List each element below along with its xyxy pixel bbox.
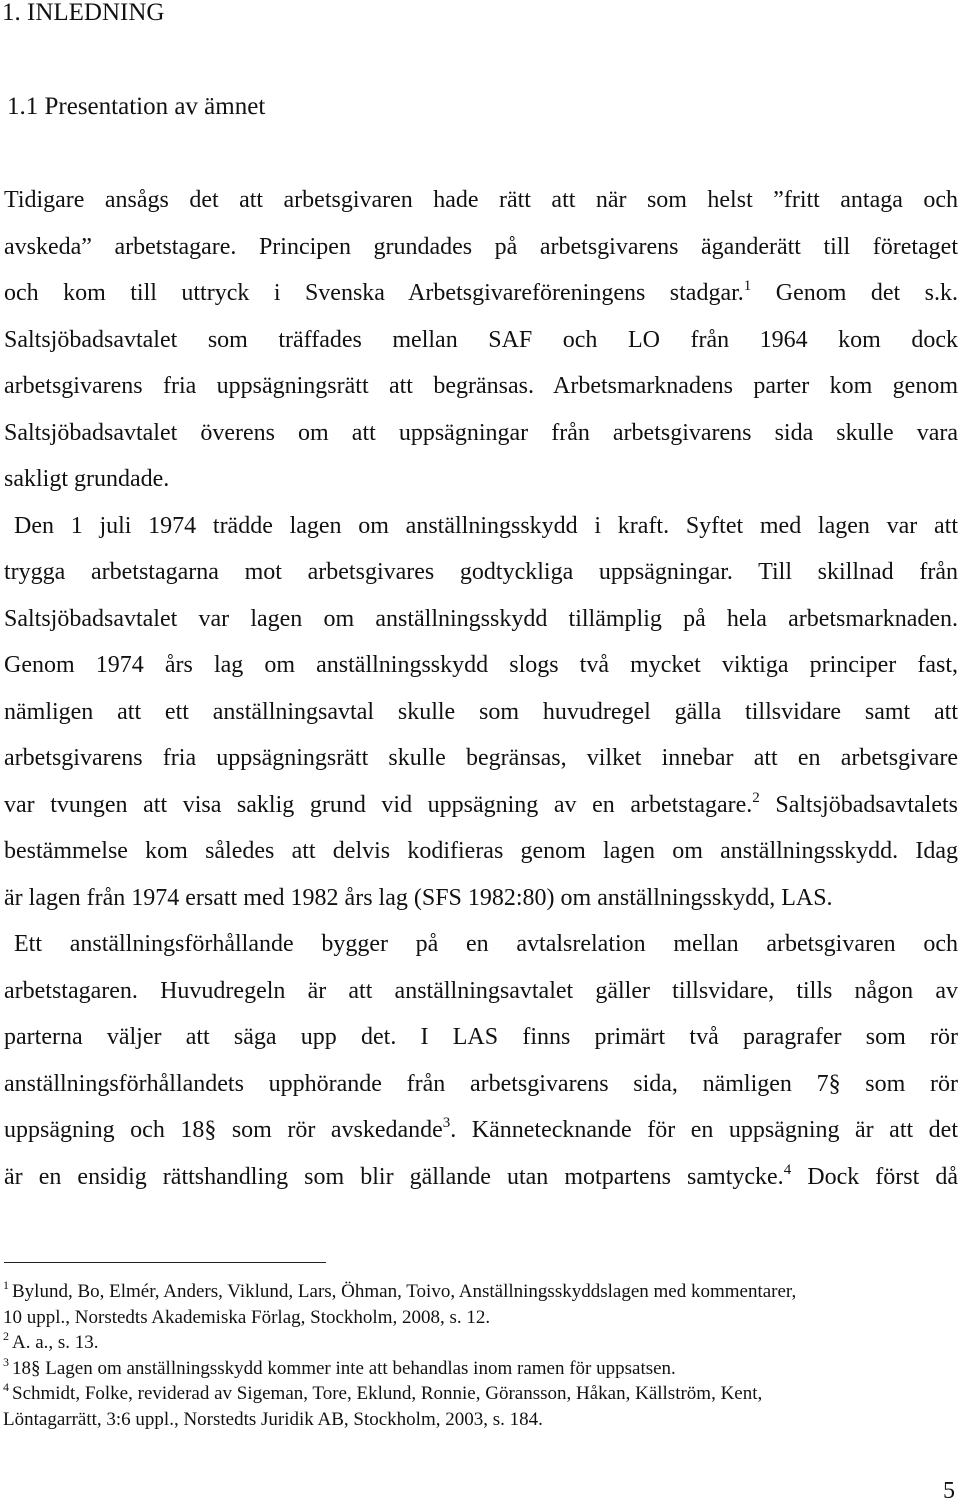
footnote-continuation: Löntagarrätt, 3:6 uppl., Norstedts Juridik AB, Stockholm, 2003, s. 184. bbox=[3, 1408, 543, 1430]
footnote-continuation: 10 uppl., Norstedts Akademiska Förlag, Stockholm, 2008, s. 12. bbox=[3, 1306, 491, 1328]
footnote-ref[interactable]: 4 bbox=[783, 1161, 792, 1178]
body-line: Saltsjöbadsavtalet var lagen om anställningsskydd tillämplig på hela arbetsmarknaden. bbox=[4, 605, 958, 632]
body-line: uppsägning och 18§ som rör avskedande$^3$. Kännetecknande för en uppsägning är att det bbox=[4, 1115, 958, 1143]
footnotes bbox=[3, 1279, 958, 1432]
body-line: Genom 1974 års lag om anställningsskydd slogs två mycket viktiga principer fast, bbox=[4, 652, 958, 678]
footnote: $^3$ 18§ Lagen om anställningsskydd kommer inte att behandlas inom ramen för uppsatsen. bbox=[3, 1354, 676, 1379]
body-line: Saltsjöbadsavtalet som träffades mellan SAF och LO från 1964 kom dock bbox=[4, 326, 958, 353]
footnote-ref[interactable]: 3 bbox=[442, 1115, 451, 1131]
body-line: parterna väljer att säga upp det. I LAS finns primärt två paragrafer som rör bbox=[4, 1024, 958, 1050]
footnote: $^2$ A. a., s. 13. bbox=[3, 1329, 99, 1353]
page-number: 5 bbox=[943, 1478, 955, 1504]
body-line: bestämmelse kom således att delvis kodifieras genom lagen om anställningsskydd. Idag bbox=[4, 838, 958, 864]
body-line: Ett anställningsförhållande bygger på en avtalsrelation mellan arbetsgivaren och bbox=[14, 931, 958, 957]
body-line: anställningsförhållandets upphörande från arbetsgivarens sida, nämligen 7§ som rör bbox=[4, 1070, 958, 1097]
body-line: nämligen att ett anställningsavtal skulle som huvudregel gälla tillsvidare samt att bbox=[4, 698, 958, 725]
body-line: är lagen från 1974 ersatt med 1982 års lag (SFS 1982:80) om anställningsskydd, LAS. bbox=[4, 884, 833, 911]
body-line: arbetsgivarens fria uppsägningsrätt skulle begränsas, vilket innebar att en arbetsgivare bbox=[4, 745, 958, 771]
chapter-heading: 1. INLEDNING bbox=[2, 0, 165, 26]
footnote: $^1$ Bylund, Bo, Elmér, Anders, Viklund, Lars, Öhman, Toivo, Anställningsskyddslagen med kommentarer, bbox=[3, 1278, 797, 1302]
body-line: Den 1 juli 1974 trädde lagen om anställningsskydd i kraft. Syftet med lagen var att bbox=[14, 512, 958, 539]
body-line: Tidigare ansågs det att arbetsgivaren hade rätt att när som helst ”fritt antaga och bbox=[4, 187, 958, 213]
body-line: sakligt grundade. bbox=[4, 466, 170, 492]
section-heading: 1.1 Presentation av ämnet bbox=[7, 93, 266, 120]
footnote-number: 4 bbox=[3, 1380, 9, 1394]
footnote-number: 3 bbox=[3, 1354, 9, 1369]
footnote-ref[interactable]: 1 bbox=[743, 278, 752, 294]
body-text bbox=[4, 177, 958, 1200]
footnote-number: 1 bbox=[3, 1278, 9, 1292]
body-line: är en ensidig rättshandling som blir gällande utan motpartens samtycke.$^4$ Dock först då bbox=[4, 1161, 958, 1190]
body-line: var tvungen att visa saklig grund vid uppsägning av en arbetstagare.$^2$ Saltsjöbadsavtalets bbox=[4, 789, 958, 818]
body-line: trygga arbetstagarna mot arbetsgivares godtyckliga uppsägningar. Till skillnad från bbox=[4, 559, 958, 585]
footnote-ref[interactable]: 2 bbox=[752, 789, 760, 806]
body-line: och kom till uttryck i Svenska Arbetsgivareföreningens stadgar.$^1$ Genom det s.k. bbox=[4, 278, 959, 306]
body-line: arbetsgivarens fria uppsägningsrätt att begränsas. Arbetsmarknadens parter kom genom bbox=[4, 373, 958, 399]
body-line: Saltsjöbadsavtalet överens om att uppsägningar från arbetsgivarens sida skulle vara bbox=[4, 419, 958, 446]
footnote-number: 2 bbox=[3, 1329, 9, 1343]
body-line: arbetstagaren. Huvudregeln är att anställningsavtalet gäller tillsvidare, tills någon av bbox=[4, 977, 958, 1004]
footnote: $^4$ Schmidt, Folke, reviderad av Sigeman, Tore, Eklund, Ronnie, Göransson, Håkan, Källström, Kent, bbox=[3, 1380, 763, 1404]
body-line: avskeda” arbetstagare. Principen grundades på arbetsgivarens äganderätt till företaget bbox=[4, 233, 958, 260]
footnote-separator bbox=[4, 1262, 326, 1263]
